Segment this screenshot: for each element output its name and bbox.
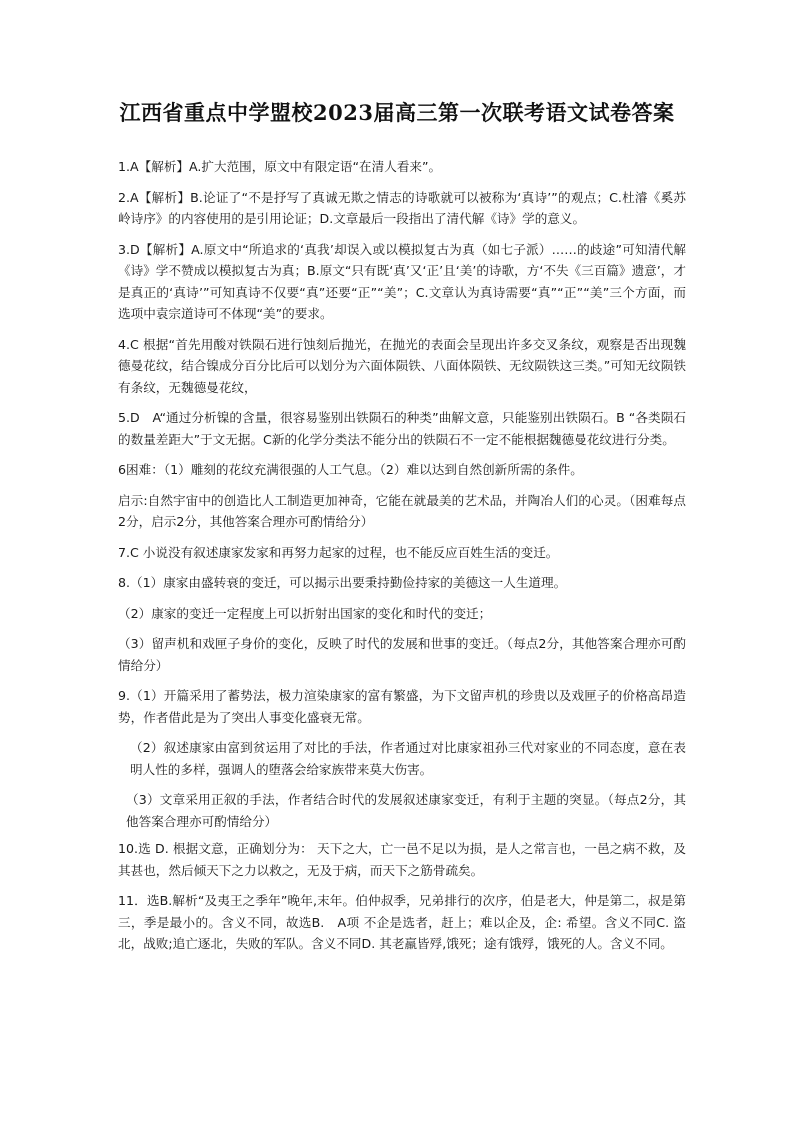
answer-10: 10.选 D. 根据文意，正确划分为： 天下之大，亡一邑不足以为损，是人之常言也，一邑之病不救，及其甚也，然后倾天下之力以救之，无及于病，而天下之筋骨疏矣。 (118, 841, 686, 878)
answer-4: 4.C 根据“首先用酸对铁陨石进行蚀刻后抛光，在抛光的表面会呈现出许多交叉条纹，观察是否出现魏德曼花纹，结合镍成分百分比后可以划分为六面体陨铁、八面体陨铁、无纹陨铁这三类。”可知无纹陨铁有条纹，无魏德曼花纹， (118, 336, 686, 395)
answer-3: 3.D【解析】A.原文中“所追求的‘真我’却误入或以模拟复古为真（如七子派）……的歧途”可知清代解《诗》学不赞成以模拟复古为真；B.原文“只有既‘真’又‘正’且‘美’的诗歌，方‘不失《三百篇》遗意’，才是真正的‘真诗’”可知真诗不仅要“真”还要“正”“美”；C.文章认为真诗需要“真”“正”“美”三个方面，而选项中袁宗道诗可不体现“美”的要求。 (118, 241, 686, 321)
answer-11: 11．选B.解析“及夷王之季年”晚年,末年。伯仲叔季，兄弟排行的次序，伯是老大，仲是第二，叔是第三，季是最小的。含义不同，故选B. A项 不企是选者，赶上；难以企及，企: 希望。含义不同C. 盗北，战败;追亡逐北，失败的军队。含义不同D. 其老羸皆殍,饿死；途有饿殍，饿死的人。含义不同。 (118, 893, 686, 951)
answer-1: 1.A【解析】A.扩大范围，原文中有限定语“在清人看来”。 (118, 159, 442, 174)
answer-5: 5.D A“通过分析镍的含量，很容易鉴别出铁陨石的种类”曲解文意，只能鉴别出铁陨石。B “各类陨石的数量差距大”于文无据。C新的化学分类法不能分出的铁陨石不一定不能根据魏德曼花纹进行分类。 (118, 410, 686, 447)
answer-9-point-1: 9.（1）开篇采用了蓄势法，极力渲染康家的富有繁盛，为下文留声机的珍贵以及戏匣子的价格高昂造势，作者借此是为了突出人事变化盛衰无常。 (118, 688, 686, 725)
document-title: 江西省重点中学盟校2023届高三第一次联考语文试卷答案 (119, 100, 675, 125)
answer-8-point-3: （3）留声机和戏匣子身价的变化，反映了时代的发展和世事的变迁。（每点2分，其他答案合理亦可酌情给分） (118, 636, 686, 673)
answer-2: 2.A【解析】B.论证了“不是抒写了真诚无欺之情志的诗歌就可以被称为‘真诗’”的观点；C.杜濬《奚苏岭诗序》的内容使用的是引用论证；D.文章最后一段指出了清代解《诗》学的意义。 (118, 189, 686, 226)
answer-8-point-2: （2）康家的变迁一定程度上可以折射出国家的变化和时代的变迁； (118, 605, 492, 621)
answer-7: 7.C 小说没有叙述康家发家和再努力起家的过程，也不能反应百姓生活的变迁。 (118, 544, 559, 560)
answer-6-difficulty: 6困难：（1）雕刻的花纹充满很强的人工气息。（2）难以达到自然创新所需的条件。 (118, 462, 583, 477)
answer-9-point-2: （2）叙述康家由富到贫运用了对比的手法，作者通过对比康家祖孙三代对家业的不同态度，意在表明人性的多样，强调人的堕落会给家族带来莫大伤害。 (130, 740, 686, 777)
answer-6-insight: 启示:自然宇宙中的创造比人工制造更加神奇，它能在就最美的艺术品，并陶冶人们的心灵。（困难每点2分，启示2分，其他答案合理亦可酌情给分） (118, 492, 686, 529)
answer-body (118, 156, 686, 964)
answer-9-point-3: （3）文章采用正叙的手法，作者结合时代的发展叙述康家变迁，有利于主题的突显。（每点2分，其他答案合理亦可酌情给分） (126, 792, 686, 829)
answer-8-point-1: 8.（1）康家由盛转衰的变迁，可以揭示出要秉持勤俭持家的美德这一人生道理。 (118, 575, 567, 590)
